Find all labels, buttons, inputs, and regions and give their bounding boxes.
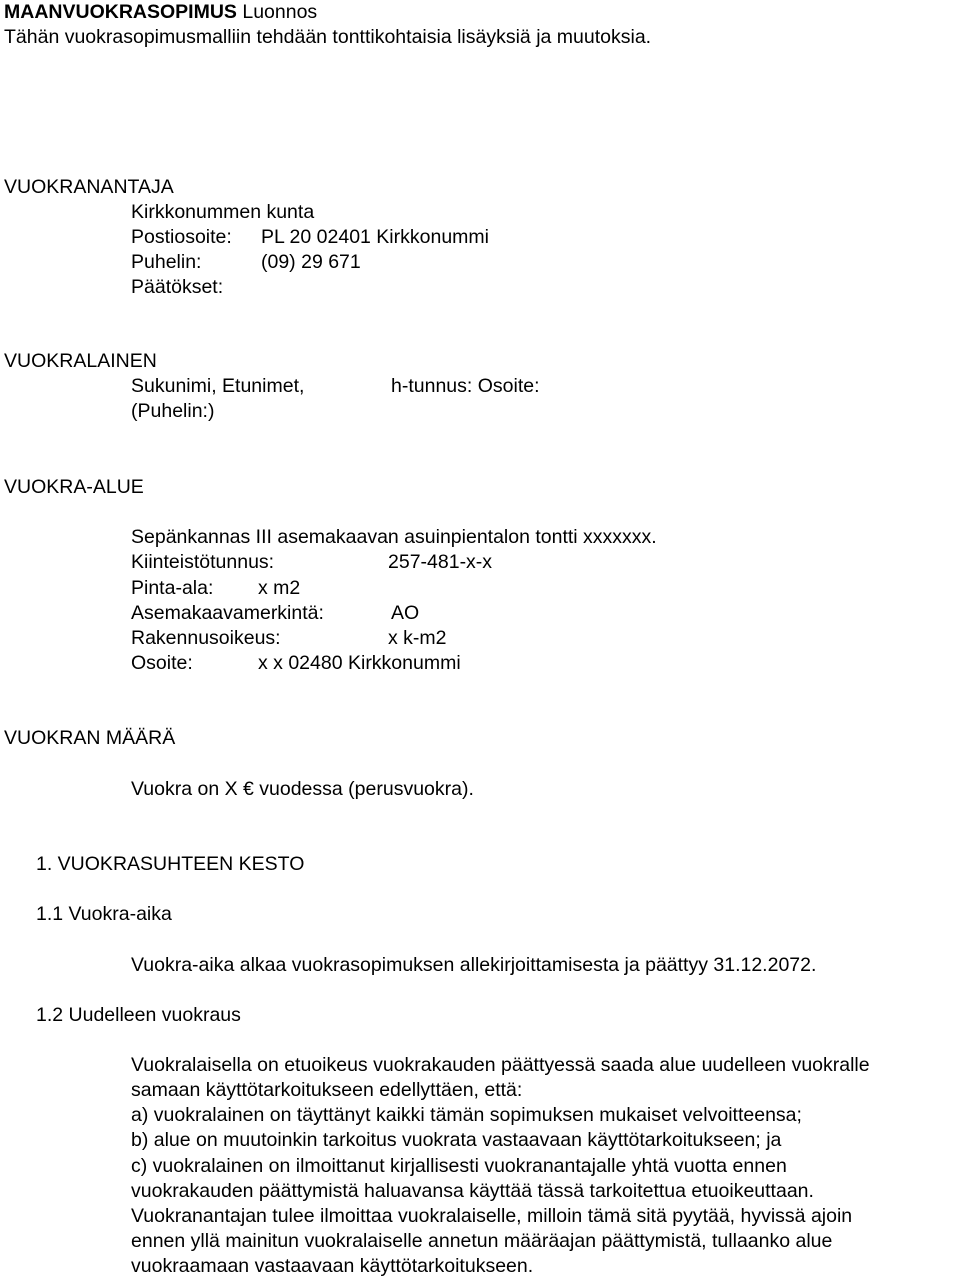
landlord-name: Kirkkonummen kunta bbox=[131, 201, 315, 223]
landlord-phone-value: (09) 29 671 bbox=[261, 251, 361, 273]
lease-area-heading: VUOKRA-ALUE bbox=[4, 476, 144, 498]
area-value: x m2 bbox=[258, 577, 301, 599]
document-note: Tähän vuokrasopimusmalliin tehdään tonttikohtaisia lisäyksiä ja muutoksia. bbox=[4, 26, 652, 48]
building-right-value: x k-m2 bbox=[388, 627, 447, 649]
zoning-value: AO bbox=[391, 602, 420, 624]
document-title-suffix: Luonnos bbox=[236, 1, 318, 23]
section-1-2-line: ennen yllä mainitun vuokralaiselle annetun määräajan päättymistä, tullaanko alue bbox=[131, 1230, 833, 1252]
tenant-name-label: Sukunimi, Etunimet, bbox=[131, 375, 305, 397]
section-1-2-line: b) alue on muutoinkin tarkoitus vuokrata vastaavaan käyttötarkoitukseen; ja bbox=[131, 1129, 782, 1151]
section-1-2-line: samaan käyttötarkoitukseen edellyttäen, että: bbox=[131, 1079, 523, 1101]
landlord-decisions-label: Päätökset: bbox=[131, 276, 224, 298]
document-title-main: MAANVUOKRASOPIMUS bbox=[4, 1, 237, 23]
rent-amount-heading: VUOKRAN MÄÄRÄ bbox=[4, 727, 176, 749]
section-1-1-heading: 1.1 Vuokra-aika bbox=[36, 903, 172, 925]
landlord-postal-value: PL 20 02401 Kirkkonummi bbox=[261, 226, 489, 248]
section-1-2-heading: 1.2 Uudelleen vuokraus bbox=[36, 1004, 241, 1026]
tenant-phone-label: (Puhelin:) bbox=[131, 400, 215, 422]
tenant-id-address-label: h-tunnus: Osoite: bbox=[391, 375, 540, 397]
area-label: Pinta-ala: bbox=[131, 577, 214, 599]
section-1-2-line: vuokraamaan vastaavaan käyttötarkoitukseen. bbox=[131, 1255, 534, 1277]
rent-amount-text: Vuokra on X € vuodessa (perusvuokra). bbox=[131, 778, 474, 800]
section-1-2-line: a) vuokralainen on täyttänyt kaikki tämän sopimuksen mukaiset velvoitteensa; bbox=[131, 1104, 802, 1126]
property-id-label: Kiinteistötunnus: bbox=[131, 551, 275, 573]
property-id-value: 257-481-x-x bbox=[388, 551, 493, 573]
building-right-label: Rakennusoikeus: bbox=[131, 627, 281, 649]
section-1-2-line: c) vuokralainen on ilmoittanut kirjallisesti vuokranantajalle yhtä vuotta ennen bbox=[131, 1155, 787, 1177]
address-label: Osoite: bbox=[131, 652, 193, 674]
landlord-postal-label: Postiosoite: bbox=[131, 226, 232, 248]
zoning-label: Asemakaavamerkintä: bbox=[131, 602, 324, 624]
address-value: x x 02480 Kirkkonummi bbox=[258, 652, 461, 674]
section-1-1-text: Vuokra-aika alkaa vuokrasopimuksen allekirjoittamisesta ja päättyy 31.12.2072. bbox=[131, 954, 817, 976]
lease-area-description: Sepänkannas III asemakaavan asuinpientalon tontti xxxxxxx. bbox=[131, 526, 657, 548]
section-1-2-line: vuokrakauden päättymistä haluavansa käyttää tässä tarkoitettua etuoikeuttaan. bbox=[131, 1180, 814, 1202]
section-1-2-line: Vuokralaisella on etuoikeus vuokrakauden päättyessä saada alue uudelleen vuokralle bbox=[131, 1054, 870, 1076]
section-1-2-line: Vuokranantajan tulee ilmoittaa vuokralaiselle, milloin tämä sitä pyytää, hyvissä ajoin bbox=[131, 1205, 853, 1227]
landlord-phone-label: Puhelin: bbox=[131, 251, 202, 273]
landlord-heading: VUOKRANANTAJA bbox=[4, 176, 174, 198]
document-title bbox=[4, 0, 317, 25]
section-1-heading: 1. VUOKRASUHTEEN KESTO bbox=[36, 853, 305, 875]
tenant-heading: VUOKRALAINEN bbox=[4, 350, 157, 372]
